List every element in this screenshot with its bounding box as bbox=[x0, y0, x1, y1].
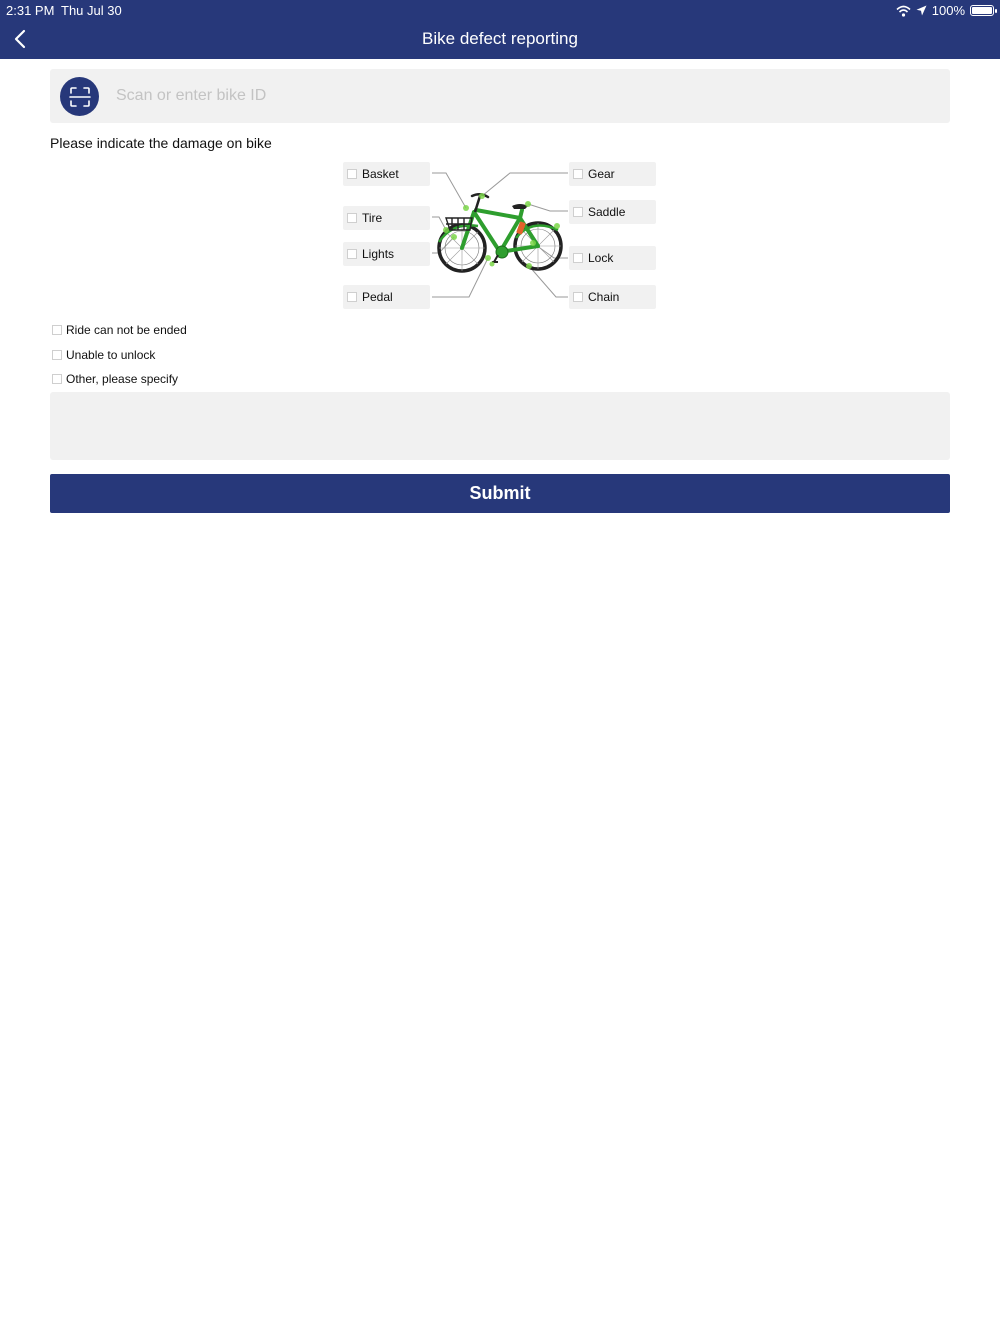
scan-button[interactable] bbox=[60, 77, 99, 116]
status-indicators bbox=[896, 3, 994, 18]
part-label: Lock bbox=[588, 251, 614, 265]
issue-other[interactable] bbox=[52, 372, 178, 386]
battery-percent: 100% bbox=[931, 3, 965, 18]
part-basket[interactable] bbox=[343, 162, 430, 186]
part-chain[interactable] bbox=[569, 285, 656, 309]
checkbox[interactable] bbox=[347, 169, 357, 179]
part-label: Chain bbox=[588, 290, 620, 304]
checkbox[interactable] bbox=[347, 249, 357, 259]
checkbox[interactable] bbox=[573, 207, 583, 217]
status-date: Thu Jul 30 bbox=[61, 3, 122, 18]
part-lights[interactable] bbox=[343, 242, 430, 266]
page-title: Bike defect reporting bbox=[422, 29, 578, 48]
part-saddle[interactable] bbox=[569, 200, 656, 224]
scan-frame-icon bbox=[69, 86, 91, 108]
checkbox[interactable] bbox=[52, 350, 62, 360]
part-label: Saddle bbox=[588, 205, 626, 219]
part-label: Basket bbox=[362, 167, 399, 181]
part-lock[interactable] bbox=[569, 246, 656, 270]
checkbox[interactable] bbox=[52, 374, 62, 384]
checkbox[interactable] bbox=[52, 325, 62, 335]
issue-label: Unable to unlock bbox=[66, 348, 156, 362]
other-details-textarea[interactable] bbox=[50, 392, 950, 460]
checkbox[interactable] bbox=[573, 169, 583, 179]
checkbox[interactable] bbox=[573, 292, 583, 302]
part-tire[interactable] bbox=[343, 206, 430, 230]
issue-label: Other, please specify bbox=[66, 372, 179, 386]
status-time: 2:31 PM bbox=[6, 3, 55, 18]
part-label: Tire bbox=[362, 211, 383, 225]
checkbox[interactable] bbox=[573, 253, 583, 263]
wifi-icon bbox=[896, 5, 911, 17]
bike-id-field bbox=[50, 69, 950, 123]
damage-prompt: Please indicate the damage on bike bbox=[50, 135, 272, 151]
battery-icon bbox=[970, 5, 994, 16]
part-label: Pedal bbox=[362, 290, 393, 304]
issue-label: Ride can not be ended bbox=[66, 323, 187, 337]
part-gear[interactable] bbox=[569, 162, 656, 186]
part-label: Gear bbox=[588, 167, 615, 181]
location-arrow-icon bbox=[916, 5, 927, 16]
issue-unable-to-unlock[interactable] bbox=[52, 348, 155, 362]
top-bar bbox=[0, 0, 1000, 59]
bike-id-input[interactable] bbox=[116, 81, 936, 111]
submit-button[interactable]: Submit bbox=[50, 474, 950, 513]
checkbox[interactable] bbox=[347, 213, 357, 223]
checkbox[interactable] bbox=[347, 292, 357, 302]
part-pedal[interactable] bbox=[343, 285, 430, 309]
bike-damage-diagram bbox=[342, 160, 658, 312]
part-label: Lights bbox=[362, 247, 395, 261]
issue-ride-not-ended[interactable] bbox=[52, 323, 187, 337]
